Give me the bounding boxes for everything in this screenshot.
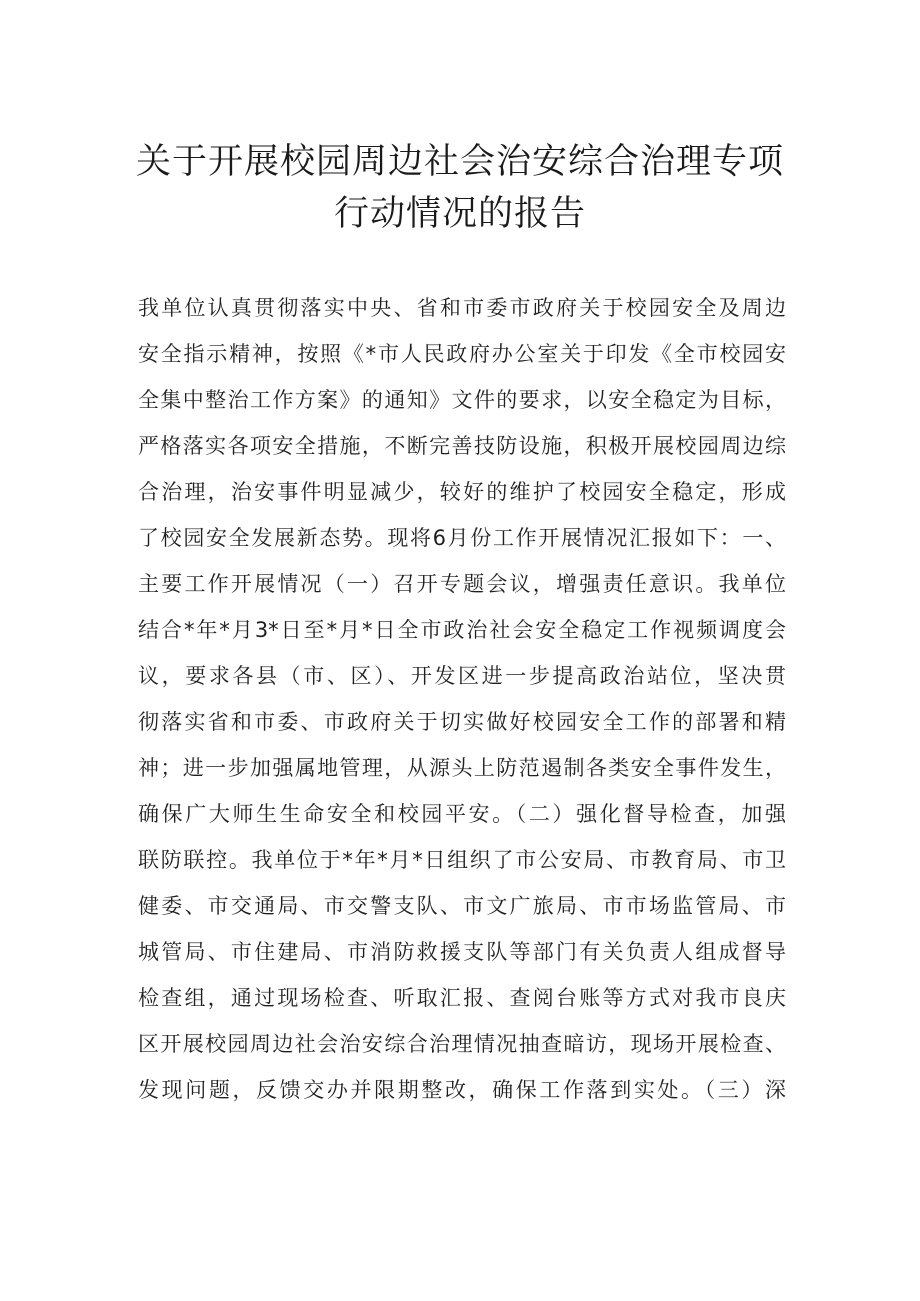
body-text-line: 严格落实各项安全措施，不断完善技防设施，积极开展校园周边综 <box>138 434 786 458</box>
document-title-line-2: 行动情况的报告 <box>333 194 586 234</box>
body-text-line: 我单位认真贯彻落实中央、省和市委市政府关于校园安全及周边 <box>138 296 786 320</box>
document-title-line-1: 关于开展校园周边社会治安综合治理专项 <box>135 142 784 182</box>
body-text-line: 安全指示精神，按照《*市人民政府办公室关于印发《全市校园安 <box>138 342 786 366</box>
body-text-line: 发现问题，反馈交办并限期整改，确保工作落到实处。（三）深 <box>138 1078 786 1102</box>
body-text-line: 确保广大师生生命安全和校园平安。（二）强化督导检查，加强 <box>138 802 786 826</box>
body-text-line: 议，要求各县（市、区）、开发区进一步提高政治站位，坚决贯 <box>138 664 786 688</box>
body-text-line: 合治理，治安事件明显减少，较好的维护了校园安全稳定，形成 <box>138 480 786 504</box>
body-text-line: 检查组，通过现场检查、听取汇报、查阅台账等方式对我市良庆 <box>138 986 786 1010</box>
body-text-line: 健委、市交通局、市交警支队、市文广旅局、市市场监管局、市 <box>138 894 786 918</box>
body-text-line: 彻落实省和市委、市政府关于切实做好校园安全工作的部署和精 <box>138 710 786 734</box>
body-text-line: 结合*年*月3*日至*月*日全市政治社会安全稳定工作视频调度会 <box>138 618 786 642</box>
body-text-line: 联防联控。我单位于*年*月*日组织了市公安局、市教育局、市卫 <box>138 848 786 872</box>
body-text-line: 神；进一步加强属地管理，从源头上防范遏制各类安全事件发生， <box>138 756 786 780</box>
body-text-line: 城管局、市住建局、市消防救援支队等部门有关负责人组成督导 <box>138 940 786 964</box>
body-text-line: 全集中整治工作方案》的通知》文件的要求，以安全稳定为目标， <box>138 388 786 412</box>
body-text-line: 主要工作开展情况（一）召开专题会议，增强责任意识。我单位 <box>138 572 786 596</box>
body-text-line: 区开展校园周边社会治安综合治理情况抽查暗访，现场开展检查、 <box>138 1032 786 1056</box>
body-text-line: 了校园安全发展新态势。现将6月份工作开展情况汇报如下：一、 <box>138 526 786 550</box>
